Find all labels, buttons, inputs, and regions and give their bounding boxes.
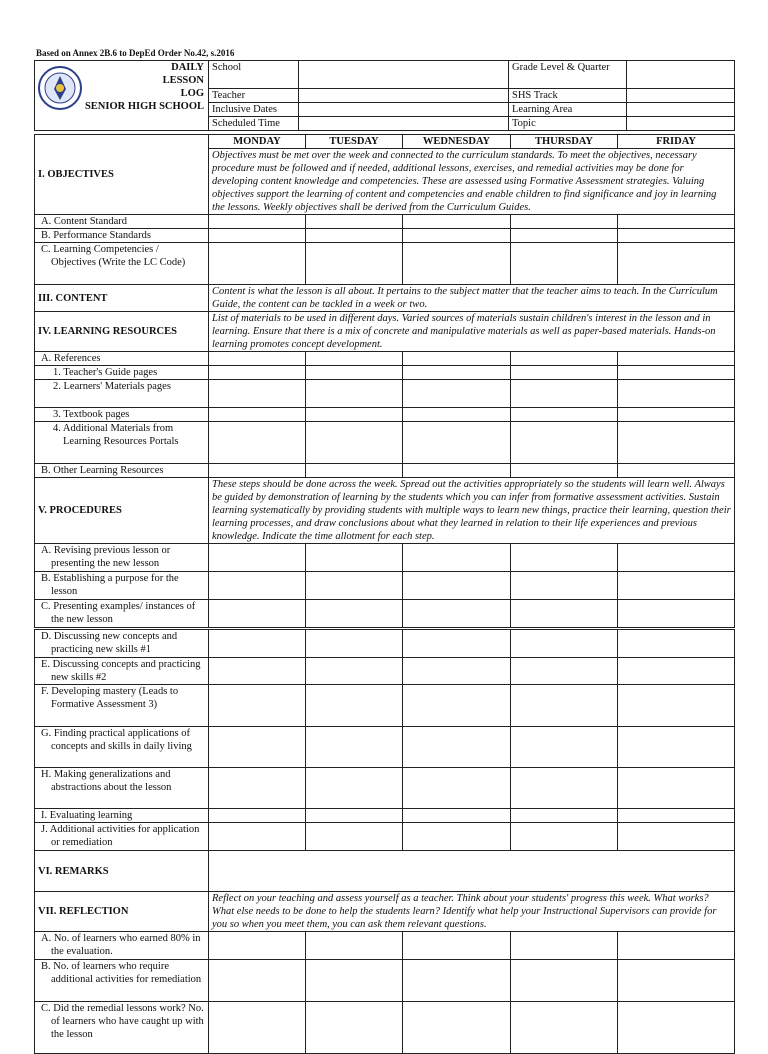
cell[interactable]	[511, 960, 618, 1002]
title-daily: DAILY	[171, 62, 204, 73]
day-wednesday: WEDNESDAY	[403, 135, 511, 149]
cell[interactable]	[403, 1002, 511, 1054]
cell[interactable]	[403, 366, 511, 380]
cell[interactable]	[403, 600, 511, 628]
cell[interactable]	[511, 380, 618, 408]
topic-label: Topic	[509, 117, 627, 131]
day-friday: FRIDAY	[618, 135, 735, 149]
cell[interactable]	[403, 408, 511, 422]
ref-learners-materials-label: 2. Learners' Materials pages	[35, 380, 209, 408]
cell[interactable]	[618, 630, 735, 658]
cell[interactable]	[306, 243, 403, 285]
school-field[interactable]	[299, 61, 509, 89]
deped-seal-icon	[37, 65, 83, 111]
title-log: LOG	[180, 88, 204, 99]
proc-e-label: E. Discussing concepts and practicing new skills #2	[35, 658, 209, 685]
cell[interactable]	[511, 727, 618, 768]
cell[interactable]	[403, 229, 511, 243]
cell[interactable]	[209, 727, 306, 768]
content-standard-label: A. Content Standard	[35, 215, 209, 229]
cell[interactable]	[511, 823, 618, 851]
cell[interactable]	[403, 215, 511, 229]
cell[interactable]	[209, 630, 306, 658]
cell[interactable]	[403, 352, 511, 366]
procedures-heading: V. PROCEDURES	[35, 478, 209, 544]
cell[interactable]	[209, 366, 306, 380]
cell[interactable]	[618, 727, 735, 768]
cell[interactable]	[618, 422, 735, 464]
cell[interactable]	[306, 352, 403, 366]
cell[interactable]	[403, 572, 511, 600]
cell[interactable]	[209, 422, 306, 464]
cell[interactable]	[511, 464, 618, 478]
teacher-field[interactable]	[299, 89, 509, 103]
cell[interactable]	[209, 823, 306, 851]
proc-f-label: F. Developing mastery (Leads to Formative Assessment 3)	[35, 685, 209, 727]
cell[interactable]	[306, 932, 403, 960]
cell[interactable]	[618, 600, 735, 628]
cell[interactable]	[306, 809, 403, 823]
cell[interactable]	[306, 823, 403, 851]
procedures-note: These steps should be done across the week. Spread out the activities appropriately so the students will learn well. Always be guided by demonstration of learning by the students which you can infer from formative assessment activities. Sustain learning systematically by providing students with multiple ways to learn new things, practice their learning, question their learning processes, and draw conclusions about what they learned in relation to their life experiences and previous knowledge. Indicate the time allotment for each step.	[209, 478, 735, 544]
learning-resources-note: List of materials to be used in different days. Varied sources of materials sustain children's interest in the lesson and in learning. Ensure that there is a mix of concrete and manipulative materials as well as paper-based materials. Hands-on learning promotes concept development.	[209, 312, 735, 352]
cell[interactable]	[403, 685, 511, 727]
cell[interactable]	[403, 422, 511, 464]
topic-field[interactable]	[627, 117, 735, 131]
cell[interactable]	[618, 352, 735, 366]
cell[interactable]	[618, 464, 735, 478]
cell[interactable]	[618, 408, 735, 422]
cell[interactable]	[209, 544, 306, 572]
scheduled-time-field[interactable]	[299, 117, 509, 131]
cell[interactable]	[618, 823, 735, 851]
cell[interactable]	[209, 768, 306, 809]
cell[interactable]	[306, 366, 403, 380]
cell[interactable]	[209, 1002, 306, 1054]
ref-teachers-guide-label: 1. Teacher's Guide pages	[35, 366, 209, 380]
cell[interactable]	[306, 572, 403, 600]
inclusive-dates-field[interactable]	[299, 103, 509, 117]
learning-area-field[interactable]	[627, 103, 735, 117]
cell[interactable]	[403, 768, 511, 809]
annex-reference: Based on Annex 2B.6 to DepEd Order No.42, s.2016	[36, 48, 235, 58]
cell[interactable]	[209, 658, 306, 685]
shs-track-label: SHS Track	[509, 89, 627, 103]
shs-track-field[interactable]	[627, 89, 735, 103]
cell[interactable]	[209, 600, 306, 628]
cell[interactable]	[306, 727, 403, 768]
objectives-heading: I. OBJECTIVES	[35, 135, 209, 215]
inclusive-dates-label: Inclusive Dates	[209, 103, 299, 117]
cell[interactable]	[618, 1002, 735, 1054]
cell[interactable]	[511, 809, 618, 823]
proc-b-label: B. Establishing a purpose for the lesson	[35, 572, 209, 600]
cell[interactable]	[403, 960, 511, 1002]
cell[interactable]	[618, 768, 735, 809]
ref-additional-materials-label: 4. Additional Materials from Learning Resources Portals	[35, 422, 209, 464]
learning-resources-heading: IV. LEARNING RESOURCES	[35, 312, 209, 352]
refl-b-label: B. No. of learners who require additional activities for remediation	[35, 960, 209, 1002]
cell[interactable]	[306, 408, 403, 422]
proc-d-label: D. Discussing new concepts and practicing new skills #1	[35, 630, 209, 658]
day-thursday: THURSDAY	[511, 135, 618, 149]
cell[interactable]	[306, 215, 403, 229]
cell[interactable]	[306, 229, 403, 243]
cell[interactable]	[511, 658, 618, 685]
cell[interactable]	[209, 243, 306, 285]
cell[interactable]	[306, 1002, 403, 1054]
cell[interactable]	[403, 544, 511, 572]
cell[interactable]	[618, 229, 735, 243]
cell[interactable]	[306, 685, 403, 727]
title-shs: SENIOR HIGH SCHOOL	[84, 101, 204, 112]
cell[interactable]	[618, 960, 735, 1002]
cell[interactable]	[403, 464, 511, 478]
cell[interactable]	[209, 685, 306, 727]
cell[interactable]	[403, 658, 511, 685]
refl-a-label: A. No. of learners who earned 80% in the evaluation.	[35, 932, 209, 960]
cell[interactable]	[618, 809, 735, 823]
cell[interactable]	[618, 685, 735, 727]
cell[interactable]	[511, 366, 618, 380]
cell[interactable]	[618, 380, 735, 408]
cell[interactable]	[209, 464, 306, 478]
ref-textbook-label: 3. Textbook pages	[35, 408, 209, 422]
cell[interactable]	[209, 380, 306, 408]
cell[interactable]	[403, 243, 511, 285]
cell[interactable]	[306, 464, 403, 478]
day-monday: MONDAY	[209, 135, 306, 149]
main-table-page2	[34, 629, 735, 1054]
cell[interactable]	[618, 243, 735, 285]
cell[interactable]	[306, 768, 403, 809]
learning-competencies-label: C. Learning Competencies / Objectives (Write the LC Code)	[35, 243, 209, 285]
proc-j-label: J. Additional activities for application or remediation	[35, 823, 209, 851]
proc-c-label: C. Presenting examples/ instances of the new lesson	[35, 600, 209, 628]
main-table-page1	[34, 134, 735, 628]
cell[interactable]	[618, 572, 735, 600]
cell[interactable]	[403, 380, 511, 408]
cell[interactable]	[511, 630, 618, 658]
cell[interactable]	[403, 932, 511, 960]
cell[interactable]	[209, 572, 306, 600]
proc-a-label: A. Revising previous lesson or presenting the new lesson	[35, 544, 209, 572]
proc-h-label: H. Making generalizations and abstractions about the lesson	[35, 768, 209, 809]
cell[interactable]	[306, 658, 403, 685]
cell[interactable]	[511, 544, 618, 572]
remarks-field[interactable]	[209, 851, 735, 892]
cell[interactable]	[511, 1002, 618, 1054]
cell[interactable]	[511, 932, 618, 960]
cell[interactable]	[209, 960, 306, 1002]
cell[interactable]	[209, 215, 306, 229]
cell[interactable]	[306, 600, 403, 628]
content-note: Content is what the lesson is all about. It pertains to the subject matter that the teacher aims to teach. In the Curriculum Guide, the content can be tackled in a week or two.	[209, 285, 735, 312]
cell[interactable]	[306, 422, 403, 464]
cell[interactable]	[209, 932, 306, 960]
cell[interactable]	[306, 960, 403, 1002]
cell[interactable]	[511, 229, 618, 243]
cell[interactable]	[511, 352, 618, 366]
cell[interactable]	[511, 572, 618, 600]
grade-level-field[interactable]	[627, 61, 735, 89]
reflection-heading: VII. REFLECTION	[35, 892, 209, 932]
cell[interactable]	[511, 768, 618, 809]
reflection-note: Reflect on your teaching and assess yourself as a teacher. Think about your students' progress this week. What works? What else needs to be done to help the students learn? Identify what help your Instructional Supervisors can provide for you so when you meet them, you can ask them relevant questions.	[209, 892, 735, 932]
dll-title-block	[35, 61, 209, 131]
cell[interactable]	[618, 932, 735, 960]
cell[interactable]	[306, 630, 403, 658]
cell[interactable]	[618, 215, 735, 229]
other-resources-label: B. Other Learning Resources	[35, 464, 209, 478]
teacher-label: Teacher	[209, 89, 299, 103]
header-table	[34, 60, 735, 131]
cell[interactable]	[511, 243, 618, 285]
title-lesson: LESSON	[162, 75, 204, 86]
learning-area-label: Learning Area	[509, 103, 627, 117]
proc-g-label: G. Finding practical applications of concepts and skills in daily living	[35, 727, 209, 768]
cell[interactable]	[511, 422, 618, 464]
cell[interactable]	[618, 544, 735, 572]
proc-i-label: I. Evaluating learning	[35, 809, 209, 823]
references-label: A. References	[35, 352, 209, 366]
school-label: School	[209, 61, 299, 89]
cell[interactable]	[209, 352, 306, 366]
cell[interactable]	[511, 215, 618, 229]
cell[interactable]	[403, 630, 511, 658]
performance-standards-label: B. Performance Standards	[35, 229, 209, 243]
cell[interactable]	[403, 727, 511, 768]
cell[interactable]	[511, 408, 618, 422]
cell[interactable]	[403, 809, 511, 823]
refl-c-label: C. Did the remedial lessons work? No. of learners who have caught up with the lesson	[35, 1002, 209, 1054]
day-tuesday: TUESDAY	[306, 135, 403, 149]
content-heading: III. CONTENT	[35, 285, 209, 312]
cell[interactable]	[618, 366, 735, 380]
cell[interactable]	[209, 809, 306, 823]
cell[interactable]	[306, 380, 403, 408]
cell[interactable]	[306, 544, 403, 572]
cell[interactable]	[511, 600, 618, 628]
objectives-note: Objectives must be met over the week and connected to the curriculum standards. To meet the objectives, necessary procedure must be followed and if needed, additional lessons, exercises, and remedial activities may be done for developing content knowledge and competencies. These are assessed using Formative Assessment strategies. Valuing objectives support the learning of content and competencies and enable children to find significance and joy in learning the lessons. Weekly objectives shall be derived from the Curriculum Guides.	[209, 149, 735, 215]
cell[interactable]	[511, 685, 618, 727]
cell[interactable]	[403, 823, 511, 851]
cell[interactable]	[209, 408, 306, 422]
remarks-heading: VI. REMARKS	[35, 851, 209, 892]
cell[interactable]	[618, 658, 735, 685]
scheduled-time-label: Scheduled Time	[209, 117, 299, 131]
grade-level-label: Grade Level & Quarter	[509, 61, 627, 89]
cell[interactable]	[209, 229, 306, 243]
